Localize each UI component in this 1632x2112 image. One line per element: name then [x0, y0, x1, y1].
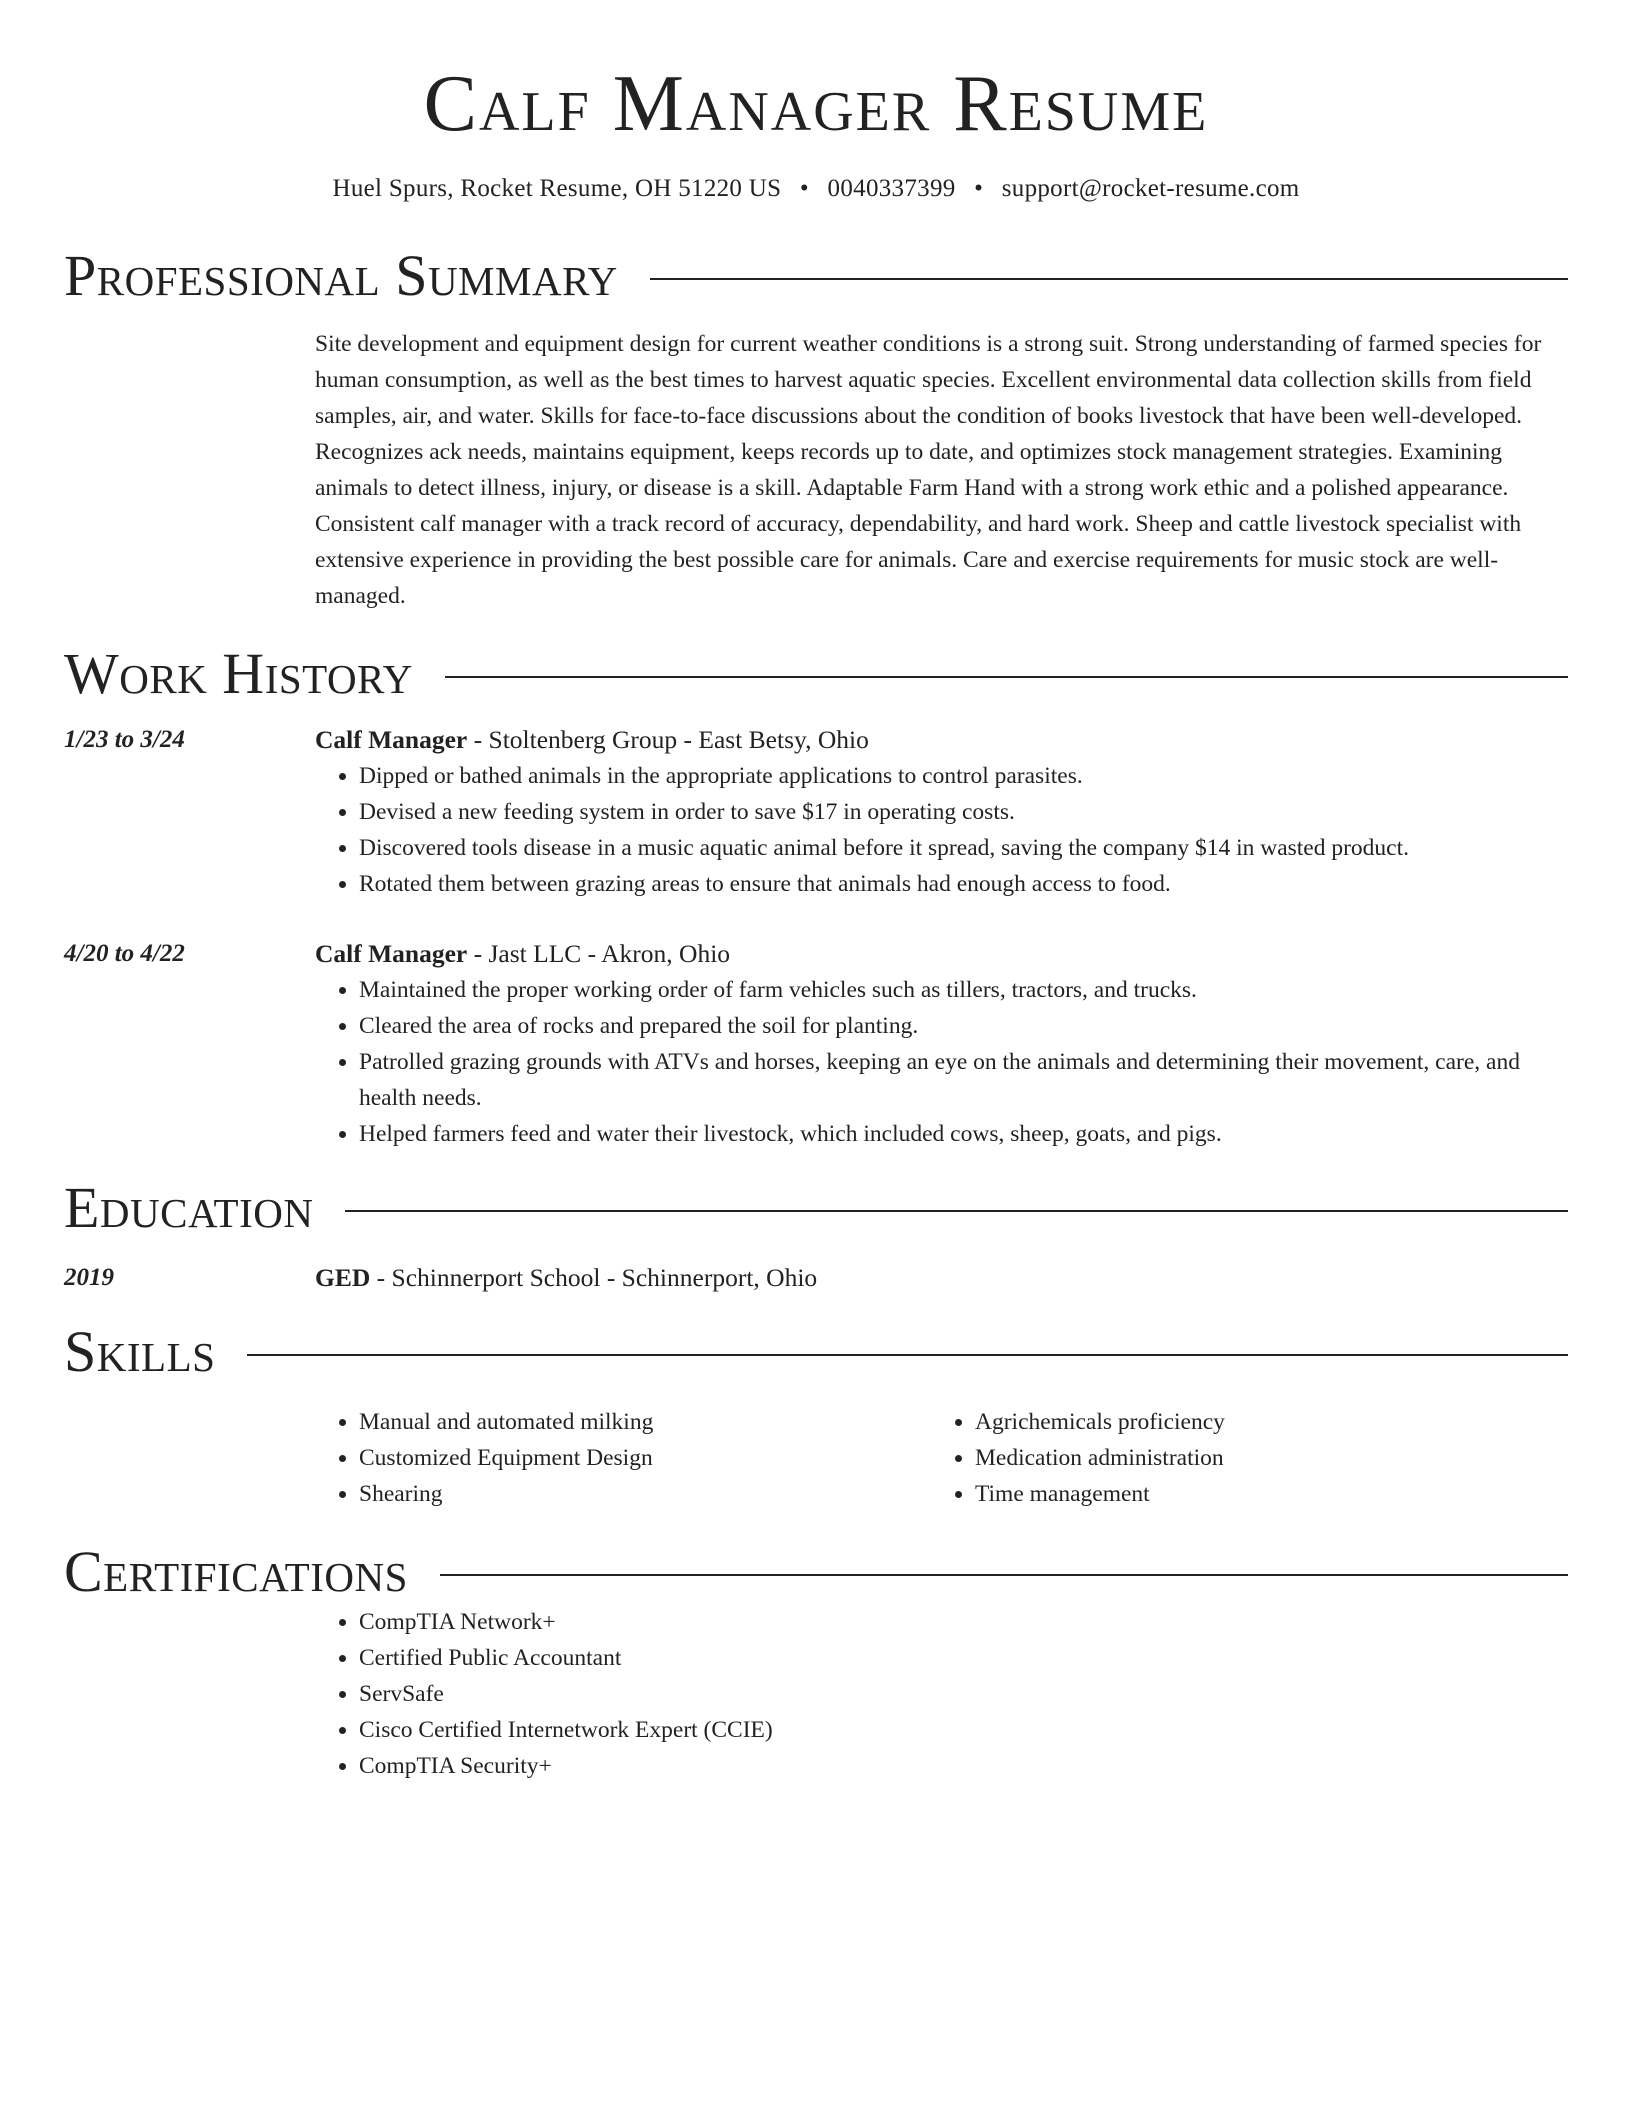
skills-column	[315, 1404, 931, 1512]
job-date: 1/23 to 3/24	[64, 726, 185, 753]
certification-item: • Certified Public Accountant	[359, 1640, 1568, 1676]
list-item: • Cleared the area of rocks and prepared the soil for planting.	[359, 1008, 1568, 1044]
skills-column	[931, 1404, 1568, 1512]
job-heading	[315, 722, 869, 758]
contact-line	[64, 174, 1568, 204]
certification-item: • ServSafe	[359, 1676, 1568, 1712]
education-details: - Schinnerport School - Schinnerport, Ohio	[370, 1263, 818, 1292]
skill-item: • Customized Equipment Design	[359, 1440, 931, 1476]
education-date: 2019	[64, 1264, 114, 1291]
certification-item: • CompTIA Security+	[359, 1748, 1568, 1784]
contact-address: Huel Spurs, Rocket Resume, OH 51220 US	[332, 175, 782, 202]
list-item: • Discovered tools disease in a music aquatic animal before it spread, saving the company $14 in wasted product.	[359, 830, 1568, 866]
skill-item: • Manual and automated milking	[359, 1404, 931, 1440]
contact-separator: •	[974, 175, 984, 202]
job-date: 4/20 to 4/22	[64, 940, 185, 967]
job-bullets	[315, 758, 1568, 902]
job-entry	[64, 722, 1568, 758]
job-bullets	[315, 972, 1568, 1152]
education-entry	[64, 1260, 1568, 1296]
job-entry	[64, 936, 1568, 972]
section-header-summary	[64, 244, 1568, 308]
job-title: Calf Manager	[315, 939, 468, 968]
section-header-work-history	[64, 642, 1568, 706]
resume-title: Calf Manager Resume	[423, 60, 1209, 148]
section-title: Work History	[64, 641, 413, 706]
contact-separator: •	[799, 175, 809, 202]
skill-item: • Shearing	[359, 1476, 931, 1512]
section-header-certifications	[64, 1540, 1568, 1604]
list-item: • Maintained the proper working order of farm vehicles such as tillers, tractors, and trucks.	[359, 972, 1568, 1008]
contact-email: support@rocket-resume.com	[1001, 175, 1300, 202]
job-heading	[315, 936, 730, 972]
skill-item: • Time management	[975, 1476, 1568, 1512]
summary-paragraph: Site development and equipment design for current weather conditions is a strong suit. Strong understanding of farmed species for human consumption, as well as the best times to harvest aquatic species. Excellent environmental data collection skills from field samples, air, and water. Skills for face-to-face discussions about the condition of books livestock that have been well-developed. Recognizes ack needs, maintains equipment, keeps records up to date, and optimizes stock management strategies. Examining animals to detect illness, injury, or disease is a skill. Adaptable Farm Hand with a strong work ethic and a polished appearance. Consistent calf manager with a track record of accuracy, dependability, and hard work. Sheep and cattle livestock specialist with extensive experience in providing the best possible care for animals. Care and exercise requirements for music stock are well-managed.	[315, 331, 1542, 609]
skill-item: • Medication administration	[975, 1440, 1568, 1476]
section-header-education	[64, 1176, 1568, 1240]
section-title: Professional Summary	[64, 243, 618, 308]
education-heading	[315, 1260, 817, 1296]
certification-item: • Cisco Certified Internetwork Expert (CCIE)	[359, 1712, 1568, 1748]
education-degree: GED	[315, 1263, 371, 1292]
skill-item: • Agrichemicals proficiency	[975, 1404, 1568, 1440]
section-title: Skills	[64, 1319, 216, 1384]
section-divider	[445, 676, 1568, 678]
section-title: Education	[64, 1175, 314, 1240]
list-item: • Patrolled grazing grounds with ATVs and horses, keeping an eye on the animals and determining their movement, care, and health needs.	[359, 1044, 1568, 1116]
job-title: Calf Manager	[315, 725, 468, 754]
section-divider	[440, 1574, 1568, 1576]
job-details: - Jast LLC - Akron, Ohio	[467, 939, 731, 968]
list-item: • Devised a new feeding system in order to save $17 in operating costs.	[359, 794, 1568, 830]
skills-grid	[315, 1404, 1568, 1512]
contact-phone: 0040337399	[827, 175, 956, 202]
list-item: • Helped farmers feed and water their livestock, which included cows, sheep, goats, and pigs.	[359, 1116, 1568, 1152]
certification-item: • CompTIA Network+	[359, 1604, 1568, 1640]
section-divider	[650, 278, 1568, 280]
section-title: Certifications	[64, 1539, 408, 1604]
section-divider	[247, 1354, 1568, 1356]
job-details: - Stoltenberg Group - East Betsy, Ohio	[467, 725, 869, 754]
certifications-list	[315, 1604, 1568, 1784]
section-header-skills	[64, 1320, 1568, 1384]
list-item: • Dipped or bathed animals in the appropriate applications to control parasites.	[359, 758, 1568, 794]
resume-page	[64, 0, 1568, 1784]
list-item: • Rotated them between grazing areas to ensure that animals had enough access to food.	[359, 866, 1568, 902]
section-divider	[345, 1210, 1568, 1212]
